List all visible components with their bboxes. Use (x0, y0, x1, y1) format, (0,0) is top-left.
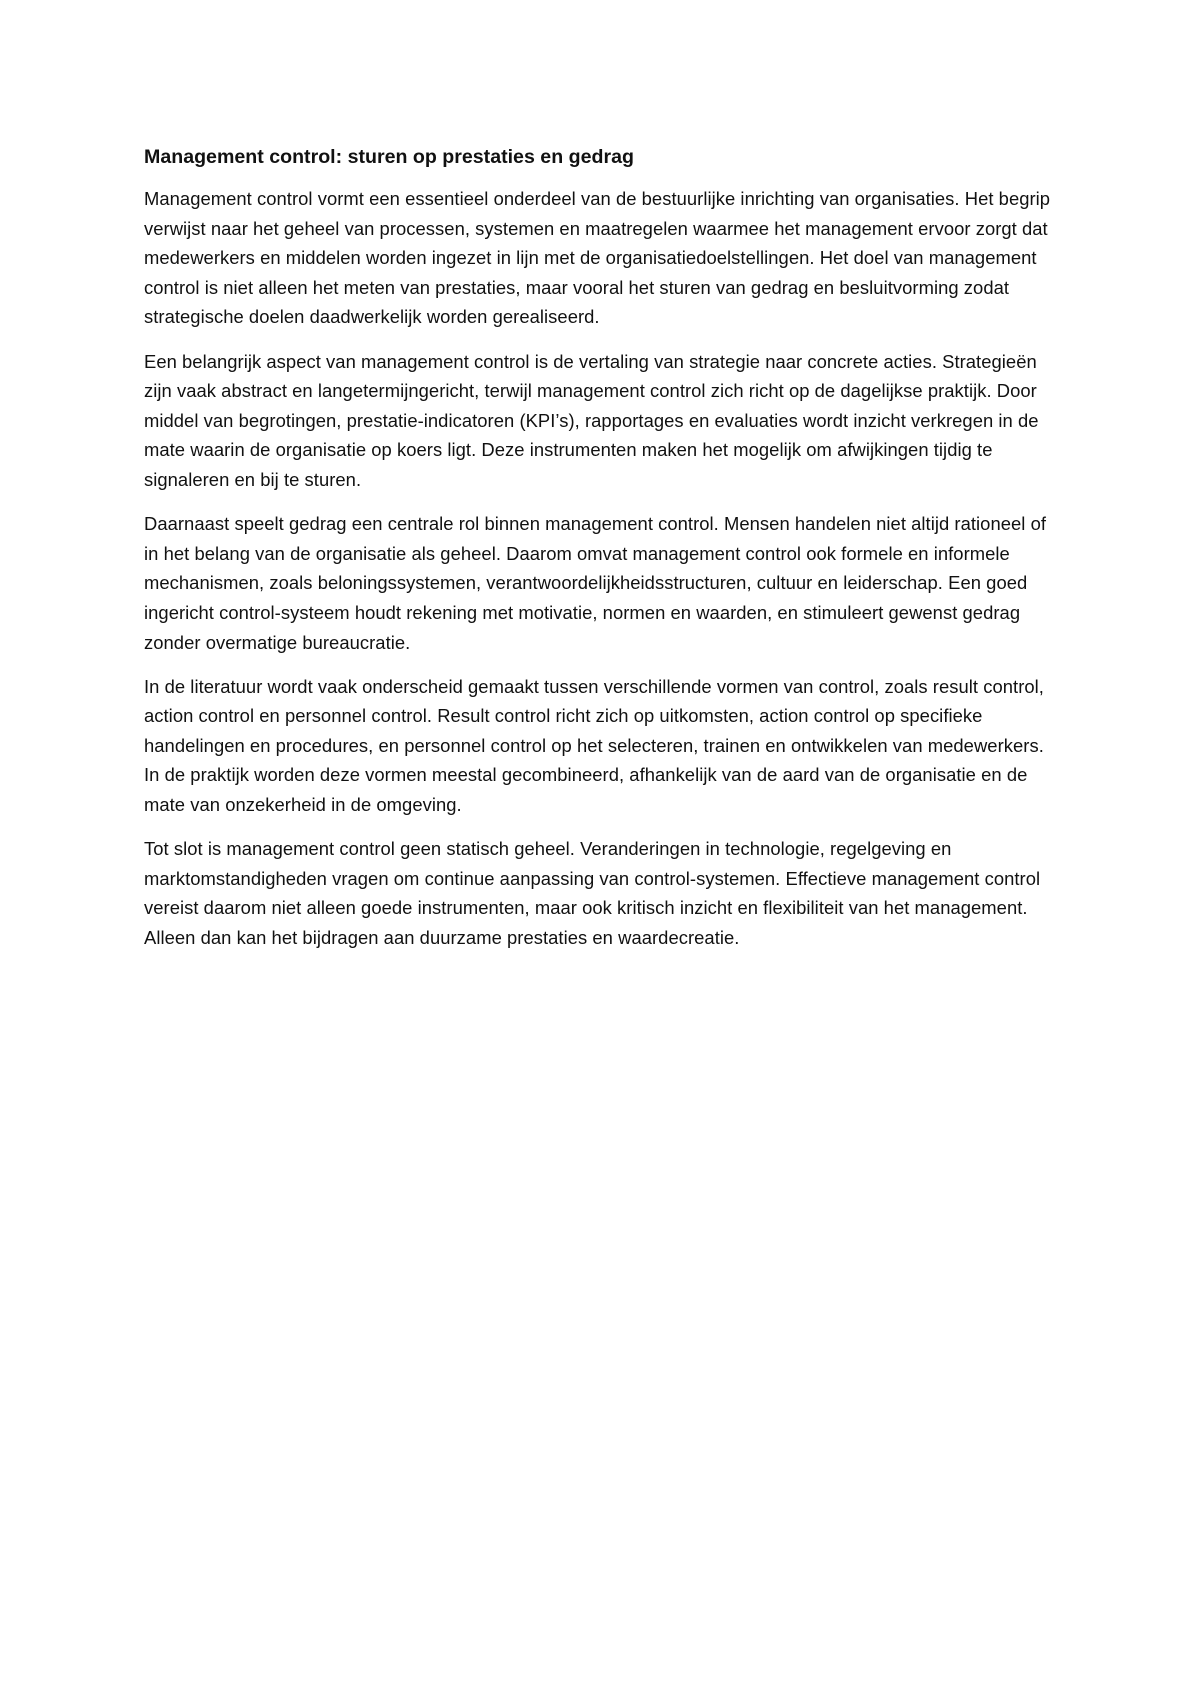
paragraph-behavior: Daarnaast speelt gedrag een centrale rol binnen management control. Mensen handelen niet altijd rationeel of in het belang van de organisatie als geheel. Daarom omvat management control ook formele en informele mechanismen, zoals beloningssystemen, verantwoordelijkheidsstructuren, cultuur en leiderschap. Een goed ingericht control-systeem houdt rekening met motivatie, normen en waarden, en stimuleert gewenst gedrag zonder overmatige bureaucratie. (144, 513, 1047, 653)
paragraph-intro: Management control vormt een essentieel onderdeel van de bestuurlijke inrichting van organisaties. Het begrip verwijst naar het geheel van processen, systemen en maatregelen waarmee het management ervoor zorgt dat medewerkers en middelen worden ingezet in lijn met de organisatiedoelstellingen. Het doel van management control is niet alleen het meten van prestaties, maar vooral het sturen van gedrag en besluitvorming zodat strategische doelen daadwerkelijk worden gerealiseerd. (144, 188, 1051, 328)
paragraph-strategy: Een belangrijk aspect van management control is de vertaling van strategie naar concrete acties. Strategieën zijn vaak abstract en langetermijngericht, terwijl management control zich richt op de dagelijkse praktijk. Door middel van begrotingen, prestatie-indicatoren (KPI’s), rapportages en evaluaties wordt inzicht verkregen in de mate waarin de organisatie op koers ligt. Deze instrumenten maken het mogelijk om afwijkingen tijdig te signaleren en bij te sturen. (144, 350, 1039, 490)
paragraph-conclusion: Tot slot is management control geen statisch geheel. Veranderingen in technologie, regelgeving en marktomstandigheden vragen om continue aanpassing van control-systemen. Effectieve management control vereist daarom niet alleen goede instrumenten, maar ook kritisch inzicht en flexibiliteit van het management. Alleen dan kan het bijdragen aan duurzame prestaties en waardecreatie. (144, 838, 1041, 949)
document-title: Management control: sturen op prestaties en gedrag (144, 146, 634, 168)
document-body (144, 142, 1062, 967)
paragraph-control-types: In de literatuur wordt vaak onderscheid gemaakt tussen verschillende vormen van control, zoals result control, action control en personnel control. Result control richt zich op uitkomsten, action control op specifieke handelingen en procedures, en personnel control op het selecteren, trainen en ontwikkelen van medewerkers. In de praktijk worden deze vormen meestal gecombineerd, afhankelijk van de aard van de organisatie en de mate van onzekerheid in de omgeving. (144, 675, 1044, 816)
